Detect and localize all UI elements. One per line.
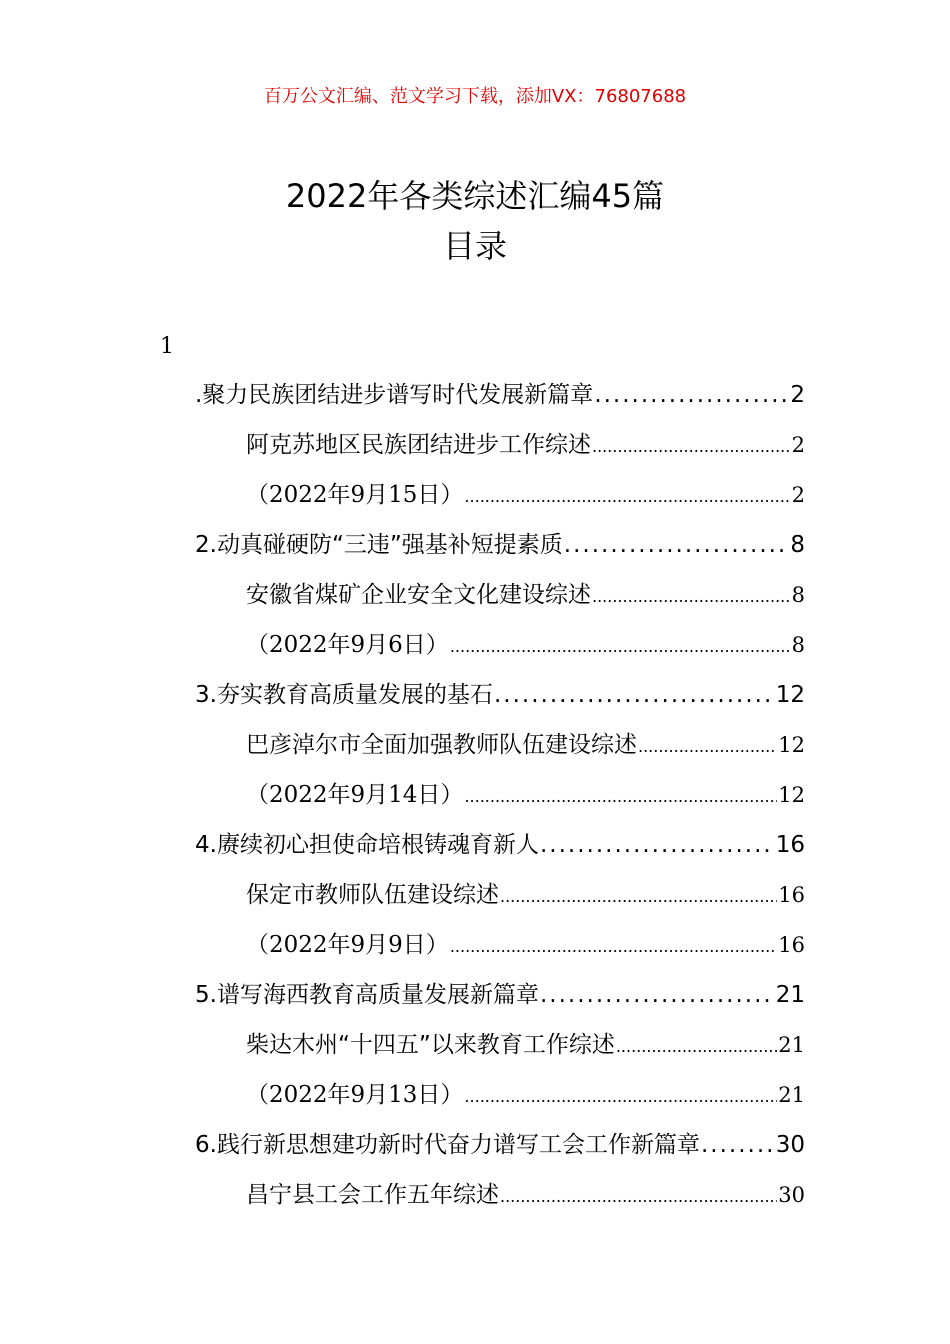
toc-leader-dots: [464, 770, 777, 820]
toc-leader-dots: [592, 420, 791, 470]
section-number: 1: [160, 334, 174, 359]
toc-leader-dots: [450, 920, 777, 970]
toc-subentry-title: 昌宁县工会工作五年综述: [246, 1182, 499, 1208]
toc-subentry[interactable]: [246, 720, 805, 770]
toc-subentry-page: 12: [778, 783, 805, 807]
toc-entry-page: 12: [775, 682, 805, 708]
toc-entry[interactable]: [195, 670, 805, 720]
toc-subentry-page: 21: [778, 1083, 805, 1107]
toc-subentry[interactable]: [246, 1170, 805, 1220]
toc-entry[interactable]: [195, 970, 805, 1020]
document-title: 2022年各类综述汇编45篇: [285, 177, 665, 215]
toc-entry-title: 4.赓续初心担使命培根铸魂育新人: [195, 832, 539, 858]
toc-subentry-page: 12: [778, 733, 805, 757]
toc-subentry-page: 2: [791, 433, 805, 457]
toc-subentry-page: 16: [778, 883, 805, 907]
toc-subentry[interactable]: [246, 870, 805, 920]
toc-entry[interactable]: [195, 820, 805, 870]
toc-subentry-page: 8: [791, 633, 805, 657]
toc-subentry-date[interactable]: [246, 1070, 805, 1120]
toc-subentry-date[interactable]: [246, 770, 805, 820]
toc-subentry-page: 21: [778, 1033, 805, 1057]
toc-leader-dots: [592, 570, 791, 620]
toc-entry-page: 16: [775, 832, 805, 858]
toc-entry-page: 30: [775, 1132, 805, 1158]
toc-leader-dots: [500, 1170, 777, 1220]
toc-entry-title: 2.动真碰硬防“三违”强基补短提素质: [195, 532, 563, 558]
toc-leader-dots: [540, 820, 775, 870]
toc-subentry-page: 8: [791, 583, 805, 607]
toc-entry-title: 5.谱写海西教育高质量发展新篇章: [195, 982, 539, 1008]
toc-leader-dots: [594, 370, 789, 420]
toc-entry-page: 8: [790, 532, 805, 558]
toc-subentry-title: 巴彦淖尔市全面加强教师队伍建设综述: [246, 732, 637, 758]
toc-subentry-title: 柴达木州“十四五”以来教育工作综述: [246, 1032, 615, 1058]
toc-leader-dots: [540, 970, 775, 1020]
toc-entry-page: 21: [775, 982, 805, 1008]
toc-heading: 目录: [442, 227, 507, 265]
toc-entry-title: 6.践行新思想建功新时代奋力谱写工会工作新篇章: [195, 1132, 700, 1158]
toc-leader-dots: [564, 520, 790, 570]
toc-subentry-title: 阿克苏地区民族团结进步工作综述: [246, 432, 591, 458]
toc-leader-dots: [500, 870, 777, 920]
toc-leader-dots: [494, 670, 775, 720]
toc-subentry-date[interactable]: [246, 920, 805, 970]
toc-subentry-page: 2: [791, 483, 805, 507]
toc-subentry[interactable]: [246, 570, 805, 620]
toc-leader-dots: [701, 1120, 775, 1170]
toc-subentry-title: （2022年9月13日）: [246, 1082, 464, 1108]
toc-subentry-date[interactable]: [246, 470, 805, 520]
toc-subentry-title: （2022年9月15日）: [246, 482, 464, 508]
toc-entry-title: .聚力民族团结进步谱写时代发展新篇章: [195, 382, 594, 408]
toc-subentry[interactable]: [246, 1020, 805, 1070]
toc-entry[interactable]: [195, 370, 805, 420]
toc-entry[interactable]: [195, 1120, 805, 1170]
toc-leader-dots: [638, 720, 777, 770]
toc-leader-dots: [464, 1070, 777, 1120]
toc-subentry[interactable]: [246, 420, 805, 470]
toc-subentry-title: （2022年9月9日）: [246, 932, 449, 958]
toc-leader-dots: [464, 470, 790, 520]
toc-subentry-title: （2022年9月14日）: [246, 782, 464, 808]
toc-leader-dots: [616, 1020, 777, 1070]
toc-subentry-page: 30: [778, 1183, 805, 1207]
toc-leader-dots: [450, 620, 791, 670]
toc-subentry-date[interactable]: [246, 620, 805, 670]
toc-subentry-page: 16: [778, 933, 805, 957]
toc-subentry-title: 保定市教师队伍建设综述: [246, 882, 499, 908]
toc-entry[interactable]: [195, 520, 805, 570]
toc-subentry-title: 安徽省煤矿企业安全文化建设综述: [246, 582, 591, 608]
toc-entry-page: 2: [790, 382, 805, 408]
download-banner: 百万公文汇编、范文学习下载，添加VX：76807688: [263, 86, 687, 107]
toc-subentry-title: （2022年9月6日）: [246, 632, 449, 658]
toc-entry-title: 3.夯实教育高质量发展的基石: [195, 682, 493, 708]
